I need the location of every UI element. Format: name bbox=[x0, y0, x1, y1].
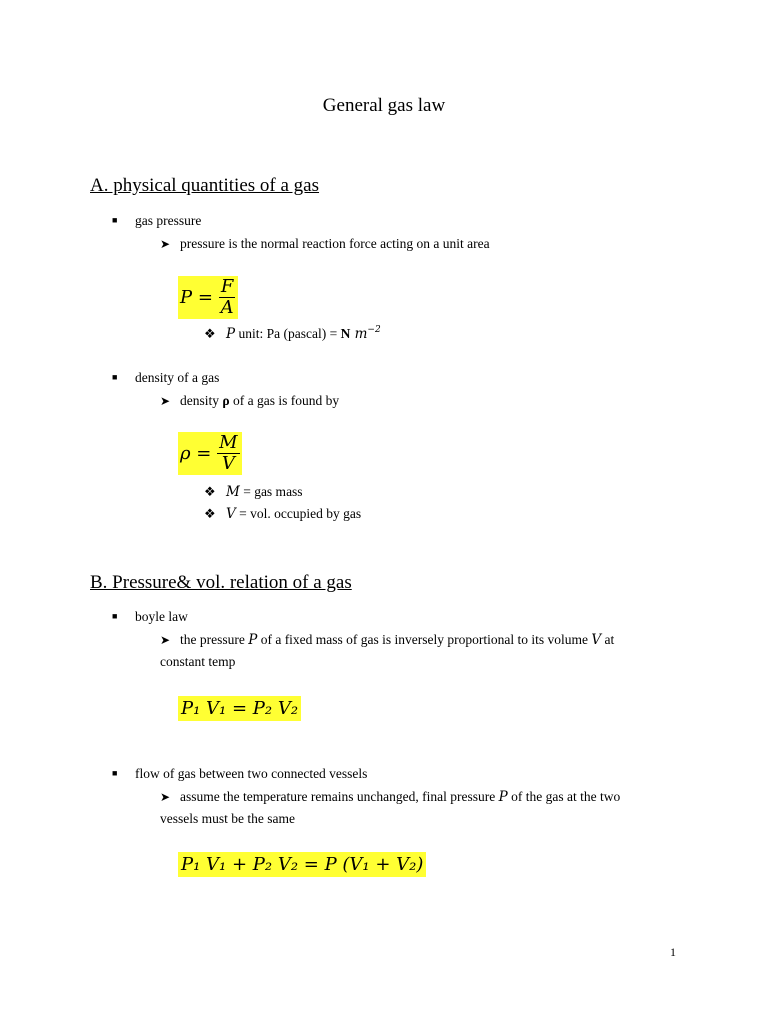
list-item: ➤ pressure is the normal reaction force acting on a unit area bbox=[160, 233, 490, 255]
list-item: ■ density of a gas bbox=[112, 370, 220, 385]
fraction: $\frac{M}{V}$ bbox=[219, 432, 238, 474]
square-bullet-icon: ■ bbox=[112, 768, 118, 778]
section-b-heading: B. Pressure& vol. relation of a gas bbox=[90, 572, 352, 593]
square-bullet-icon: ■ bbox=[112, 215, 118, 225]
section-a-heading: A. physical quantities of a gas bbox=[90, 175, 320, 196]
list-item: ❖ M = gas mass bbox=[204, 484, 303, 500]
equation-pressure: P = $\frac{F}{A}$ bbox=[178, 276, 238, 319]
equation-boyle: P₁ V₁ = P₂ V₂ bbox=[178, 696, 301, 721]
square-bullet-icon: ■ bbox=[112, 372, 118, 382]
four-diamond-bullet-icon: ❖ bbox=[204, 506, 216, 521]
list-item: ➤ density ρ of a gas is found by bbox=[160, 390, 339, 412]
list-item: ■ flow of gas between two connected vessels bbox=[112, 766, 368, 781]
four-diamond-bullet-icon: ❖ bbox=[204, 326, 216, 341]
arrowhead-bullet-icon: ➤ bbox=[160, 394, 171, 408]
equation-density: ρ = $\frac{M}{V}$ bbox=[178, 432, 242, 475]
list-item: ■ gas pressure bbox=[112, 213, 202, 228]
page-title: General gas law bbox=[322, 95, 446, 116]
arrowhead-bullet-icon: ➤ bbox=[160, 633, 171, 647]
arrowhead-bullet-icon: ➤ bbox=[160, 790, 171, 804]
square-bullet-icon: ■ bbox=[112, 611, 118, 621]
list-item: ■ boyle law bbox=[112, 609, 188, 624]
arrowhead-bullet-icon: ➤ bbox=[160, 237, 171, 251]
fraction: $\frac{F}{A}$ bbox=[220, 276, 234, 318]
list-item: ➤ assume the temperature remains unchanged, final pressure P of the gas at the two vessels must be the same bbox=[160, 786, 660, 830]
list-item: ❖ V = vol. occupied by gas bbox=[204, 506, 362, 522]
list-item: ➤ the pressure P of a fixed mass of gas is inversely proportional to its volume V at constant temp bbox=[160, 629, 660, 673]
list-item: ❖ P unit: Pa (pascal) = N $m^{-2}$ bbox=[204, 325, 381, 342]
page-number: 1 bbox=[670, 945, 676, 959]
four-diamond-bullet-icon: ❖ bbox=[204, 484, 216, 499]
equation-connected-vessels: P₁ V₁ + P₂ V₂ = P (V₁ + V₂) bbox=[178, 852, 426, 877]
